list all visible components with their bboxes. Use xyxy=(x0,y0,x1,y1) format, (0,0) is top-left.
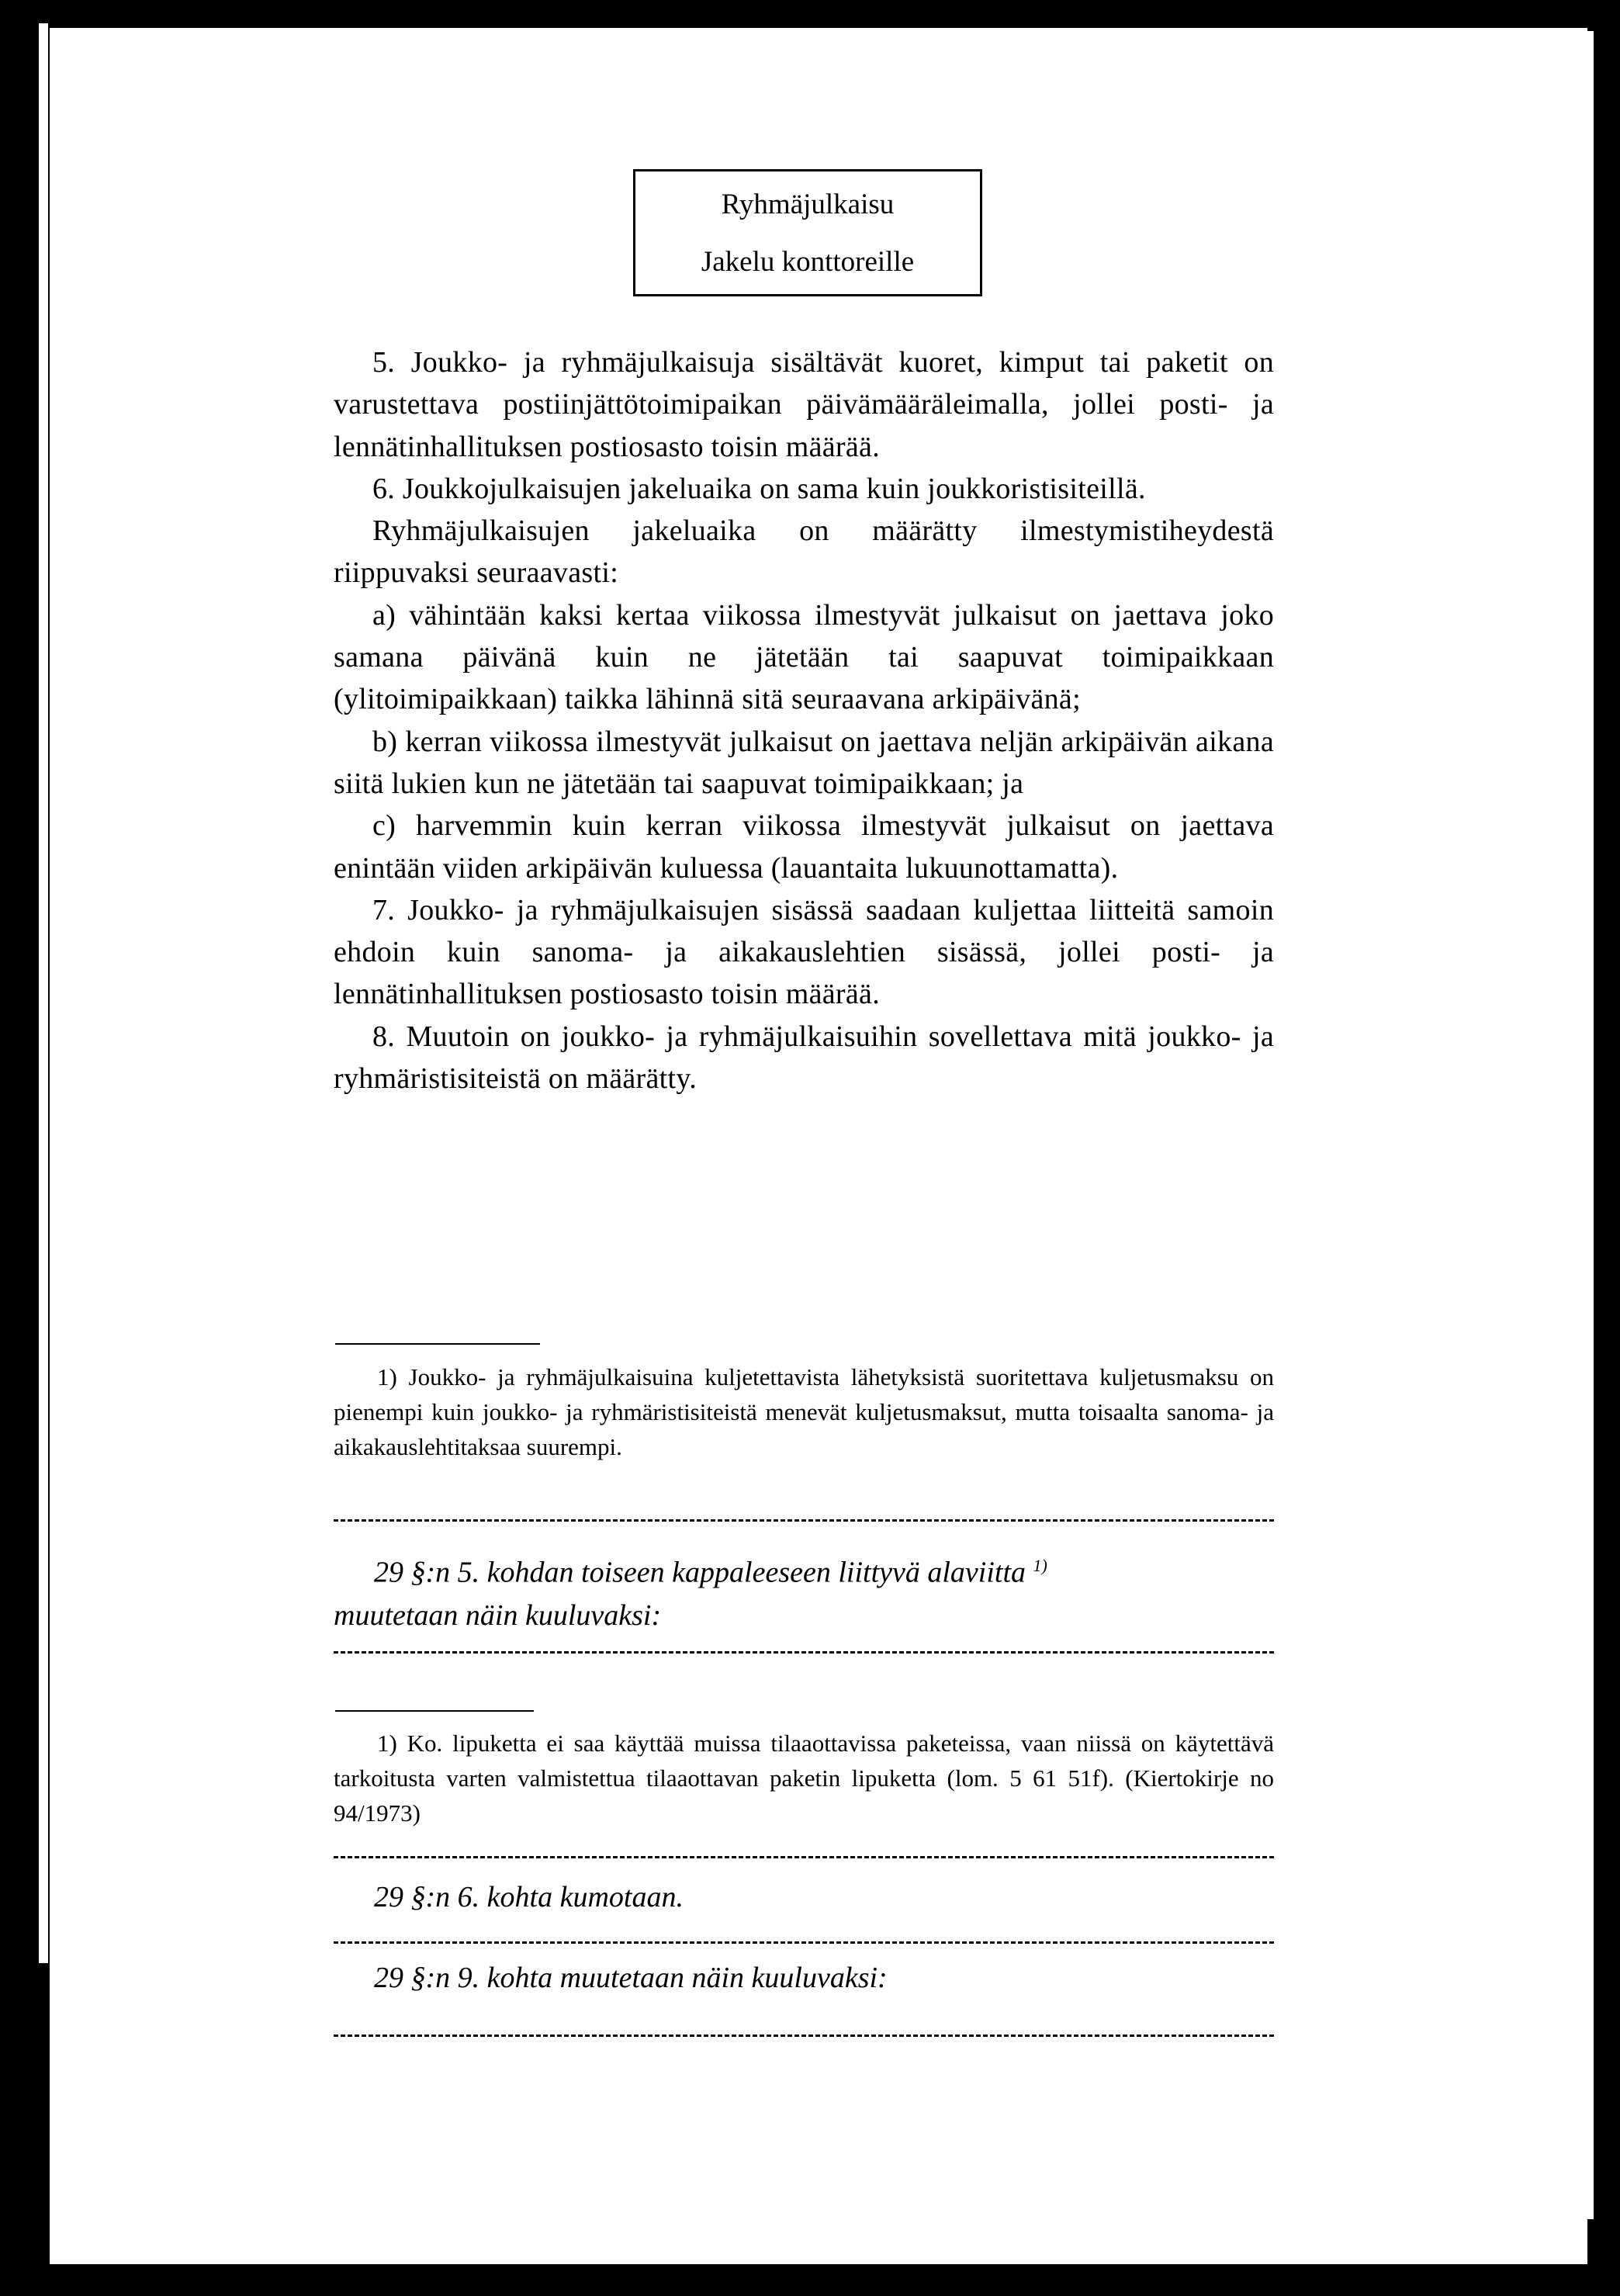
scan-edge-left xyxy=(39,23,48,1963)
footnote-rule-2 xyxy=(335,1710,534,1712)
scan-edge-right xyxy=(1583,31,1594,2219)
paragraph-6a: a) vähintään kaksi kertaa viikossa ilmestyvät julkaisut on jaettava joko samana päivänä kuin ne jätetään tai saapuvat toimipaikkaan (ylitoimipaikkaan) taikka lähinnä sitä seuraavana arkipäivänä; xyxy=(334,598,1274,716)
amendment-3-text: 29 §:n 9. kohta muutetaan näin kuuluvaksi: xyxy=(374,1962,888,1994)
dashed-separator xyxy=(334,1651,1274,1654)
paragraph-6b: b) kerran viikossa ilmestyvät julkaisut on jaettava neljän arkipäivän aikana siitä lukien kun ne jätetään tai saapuvat toimipaikkaan; ja xyxy=(334,725,1274,800)
dashed-separator xyxy=(334,1941,1274,1944)
footnote-rule-1 xyxy=(335,1343,540,1345)
dashed-separator xyxy=(334,1856,1274,1858)
amendment-1 xyxy=(334,1544,1274,1637)
paragraph-6-delivery: Ryhmäjulkaisujen jakeluaika on määrätty ilmestymistiheydestä riippuvaksi seuraavasti: xyxy=(334,514,1274,590)
header-title: Ryhmäjulkaisu xyxy=(721,189,895,220)
paragraph-6c: c) harvemmin kuin kerran viikossa ilmestyvät julkaisut on jaettava enintään viiden arkipäivän kuluessa (lauantaita lukuunottamatta). xyxy=(334,809,1274,885)
amendment-2-text: 29 §:n 6. kohta kumotaan. xyxy=(374,1881,684,1913)
paragraph-6: 6. Joukkojulkaisujen jakeluaika on sama kuin joukkoristisiteillä. xyxy=(372,472,1146,505)
main-text xyxy=(334,341,1274,1100)
footnote-1 xyxy=(334,1359,1274,1464)
amendment-2 xyxy=(334,1876,1274,1919)
header-box xyxy=(633,169,982,296)
amendment-1-text: 29 §:n 5. kohdan toiseen kappaleeseen liittyvä alaviitta xyxy=(374,1556,1026,1589)
paragraph-5: 5. Joukko- ja ryhmäjulkaisuja sisältävät kuoret, kimput tai paketit on varustettava postiinjättötoimipaikan päivämääräleimalla, jollei posti- ja lennätinhallituksen postiosasto toisin määrää. xyxy=(334,346,1274,463)
footnote-2-text: 1) Ko. lipuketta ei saa käyttää muissa tilaaottavissa paketeissa, vaan niissä on käytettävä tarkoitusta varten valmistettua tilaaottavan paketin lipuketta (lom. 5 61 51f). (Kiertokirje no 94/1973) xyxy=(334,1730,1274,1827)
footnote-2 xyxy=(334,1726,1274,1830)
amendment-3 xyxy=(334,1957,1274,2000)
paragraph-8: 8. Muutoin on joukko- ja ryhmäjulkaisuihin sovellettava mitä joukko- ja ryhmäristisiteistä on määrätty. xyxy=(334,1020,1274,1096)
header-subtitle: Jakelu konttoreille xyxy=(701,246,915,278)
footnote-1-text: 1) Joukko- ja ryhmäjulkaisuina kuljetettavista lähetyksistä suoritettava kuljetusmaksu on pienempi kuin joukko- ja ryhmäristisiteistä menevät kuljetusmaksut, mutta toisaalta sanoma- ja aikakauslehtitaksaa suurempi. xyxy=(334,1363,1274,1460)
dashed-separator xyxy=(334,2035,1274,2037)
paragraph-7: 7. Joukko- ja ryhmäjulkaisujen sisässä saadaan kuljettaa liitteitä samoin ehdoin kuin sanoma- ja aikakauslehtien sisässä, jollei posti- ja lennätinhallituksen postiosasto toisin määrää. xyxy=(334,893,1274,1011)
dashed-separator xyxy=(334,1519,1274,1522)
amendment-1-text-cont: muutetaan näin kuuluvaksi: xyxy=(334,1598,662,1632)
amendment-1-footnote-ref: 1) xyxy=(1033,1556,1047,1575)
